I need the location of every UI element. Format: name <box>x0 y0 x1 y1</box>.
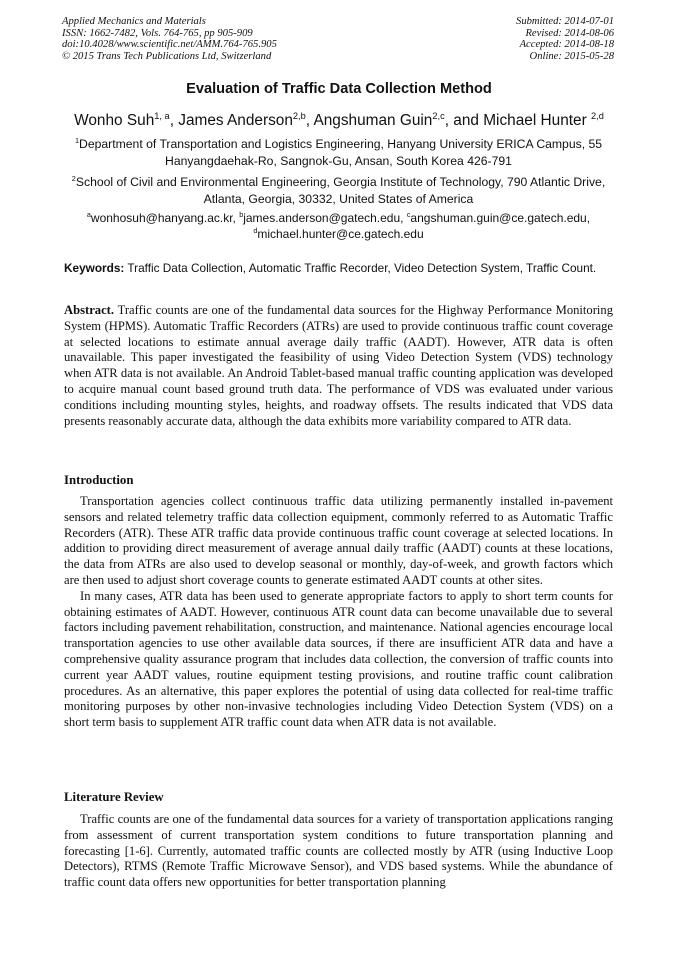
author-name: James Anderson <box>178 112 293 129</box>
author-separator: , <box>444 112 454 129</box>
author-and: and <box>453 112 484 129</box>
author-affil-sup: 2,d <box>591 110 604 121</box>
email-address[interactable]: angshuman.guin@ce.gatech.edu <box>410 211 587 225</box>
keywords-block <box>64 261 613 277</box>
introduction-body <box>64 494 613 731</box>
paper-title: Evaluation of Traffic Data Collection Method <box>186 81 492 97</box>
online-date: Online: 2015-05-28 <box>529 50 614 62</box>
copyright-line: © 2015 Trans Tech Publications Ltd, Switzerland <box>62 50 272 62</box>
email-address[interactable]: michael.hunter@ce.gatech.edu <box>257 227 424 241</box>
author-affil-sup: 2,b <box>292 110 306 121</box>
doi-line: doi:10.4028/www.scientific.net/AMM.764-765.905 <box>62 39 277 51</box>
abstract-block <box>64 303 613 429</box>
submission-dates <box>516 16 614 62</box>
issn-line: ISSN: 1662-7482, Vols. 764-765, pp 905-909 <box>62 27 253 39</box>
revised-date: Revised: 2014-08-06 <box>525 27 614 39</box>
author-name: Angshuman Guin <box>313 112 433 129</box>
affiliation-text: Department of Transportation and Logistics Engineering, Hanyang University ERICA Campus, 55 Hanyangdaehak-Ro, Sangnok-Gu, Ansan, South Korea 426-791 <box>79 137 603 168</box>
email-sup: c <box>406 210 411 219</box>
author-name: Wonho Suh <box>74 112 155 129</box>
author-list <box>0 112 678 130</box>
author-name: Michael Hunter <box>483 112 587 129</box>
literature-review-body <box>64 812 613 891</box>
paragraph: In many cases, ATR data has been used to generate appropriate factors to apply to short term counts for obtaining estimates of AADT. However, continuous ATR count data can become unavailable due to several factors including pavement rehabilitation, construction, and maintenance. National agencies encourage local transportation agencies to use other available data sources, if there are insufficient ATR data and have a comprehensive quality assurance program that includes data collection, the conversion of traffic counts into current year AADT values, routine equipment testing provisions, and routine traffic count calibration procedures. As an alternative, this paper explores the potential of using data collected for real-time traffic monitoring purposes by other non-invasive technologies including Video Detection System (VDS) on a short term basis to supplement ATR traffic count data when ATR data is not available. <box>64 588 613 730</box>
affiliation-text: School of Civil and Environmental Engineering, Georgia Institute of Technology, 790 Atlantic Drive, Atlanta, Georgia, 30332, United States of America <box>75 175 606 206</box>
paragraph: Traffic counts are one of the fundamental data sources for a variety of transportation applications ranging from assessment of current transportation system conditions to future transportation planning and forecasting [1-6]. Currently, automated traffic counts are collected mostly by ATR (using Inductive Loop Detectors), RTMS (Remote Traffic Microwave Sensor), and VDS based systems. While the abundance of traffic count data offers new opportunities for better transportation planning <box>64 812 613 890</box>
abstract-text: Traffic counts are one of the fundamental data sources for the Highway Performance Monitoring System (HPMS). Automatic Traffic Recorders (ATRs) are used to provide continuous traffic count coverage at selected locations to estimate annual average daily traffic (AADT). However, ATR data is often unavailable. This paper investigated the feasibility of using Video Detection System (VDS) technology when ATR data is not available. An Android Tablet-based manual traffic counting application was developed to acquire manual count based ground truth data. The performance of VDS was evaluated under various conditions including mounting styles, heights, and roadway offsets. The results indicated that VDS data presents reasonably accurate data, although the data exhibits more variability compared to ATR data. <box>64 303 613 428</box>
affiliation-sup: 1 <box>74 135 80 145</box>
email-address[interactable]: wonhosuh@hanyang.ac.kr <box>90 211 233 225</box>
author-separator: , <box>305 112 314 129</box>
affiliation-1 <box>64 136 613 170</box>
author-affil-sup: 1, a <box>154 110 170 121</box>
journal-info <box>62 16 277 62</box>
accepted-date: Accepted: 2014-08-18 <box>519 39 614 51</box>
keywords-label: Keywords: <box>64 261 125 275</box>
submitted-date: Submitted: 2014-07-01 <box>516 16 614 27</box>
abstract-label: Abstract. <box>64 303 115 317</box>
affiliation-2 <box>64 174 613 208</box>
email-sup: b <box>239 210 244 219</box>
author-separator: , <box>169 112 179 129</box>
email-address[interactable]: james.anderson@gatech.edu <box>243 211 401 225</box>
author-affil-sup: 2,c <box>432 110 445 121</box>
paragraph: Transportation agencies collect continuous traffic data utilizing permanently installed in-pavement sensors and related telemetry traffic data collection equipment, commonly referred to as Automatic Traffic Recorders (ATR). These ATR traffic data provide continuous traffic count coverage at selected locations. In addition to providing direct measurement of average annual daily traffic (AADT) counts at these locations, the data from ATRs are also used to develop seasonal or monthly, day-of-week, and growth factors which are then used to adjust short coverage counts to generate estimated AADT counts at other sites. <box>64 494 613 587</box>
keywords-text: Traffic Data Collection, Automatic Traffic Recorder, Video Detection System, Traffic Count. <box>127 261 597 275</box>
affiliation-sup: 2 <box>71 173 76 183</box>
introduction-heading: Introduction <box>64 473 134 487</box>
author-emails: $^a$wonhosuh@hanyang.ac.kr, $^b$james.anderson@gatech.edu, $^c$angshuman.guin@ce.gatech.edu, $^d$michael.hunter@ce.gatech.edu <box>86 210 591 241</box>
journal-name: Applied Mechanics and Materials <box>62 16 206 27</box>
email-sup: d <box>253 226 258 235</box>
email-sup: a <box>86 210 91 219</box>
literature-review-heading: Literature Review <box>64 790 164 804</box>
